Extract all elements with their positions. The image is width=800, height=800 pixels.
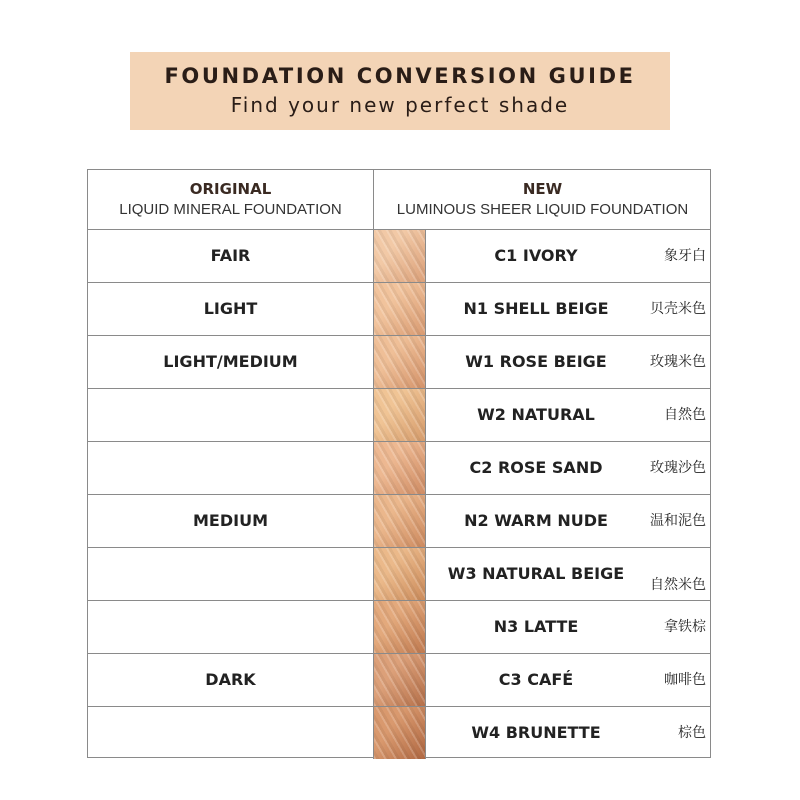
shade-chinese-name: 玫瑰沙色: [650, 460, 706, 476]
shade-rows: [88, 229, 710, 759]
new-shade-name: W3 NATURAL BEIGE: [447, 564, 625, 583]
table-row: [88, 229, 710, 282]
new-column-header: [374, 170, 711, 229]
original-shade-name: LIGHT/MEDIUM: [88, 336, 374, 388]
shade-chinese-name: 自然米色: [650, 577, 706, 593]
table-row: [88, 335, 710, 388]
shade-chinese-name: 象牙白: [664, 248, 706, 264]
new-shade-name: N3 LATTE: [493, 617, 579, 636]
shade-swatch: [374, 336, 426, 388]
original-shade-name: MEDIUM: [88, 495, 374, 547]
original-shade-name: LIGHT: [88, 283, 374, 335]
table-row: [88, 706, 710, 759]
new-shade-name: W4 BRUNETTE: [471, 723, 601, 742]
table-row: [88, 388, 710, 441]
shade-swatch: [374, 548, 426, 600]
original-shade-name: [88, 389, 374, 441]
shade-chinese-name: 拿铁棕: [664, 619, 706, 635]
title-banner: [130, 52, 670, 130]
original-heading: ORIGINAL: [189, 180, 272, 198]
shade-chinese-name: 棕色: [678, 725, 706, 741]
shade-swatch: [374, 707, 426, 759]
table-row: [88, 282, 710, 335]
original-shade-name: [88, 601, 374, 653]
new-product-name: LUMINOUS SHEER LIQUID FOUNDATION: [396, 201, 689, 218]
new-shade-name: C1 IVORY: [494, 246, 578, 265]
conversion-table: [87, 169, 711, 758]
new-shade-name: C2 ROSE SAND: [469, 458, 603, 477]
guide-subtitle: Find your new perfect shade: [230, 93, 570, 117]
original-column-header: [88, 170, 374, 229]
original-shade-name: [88, 548, 374, 600]
new-shade-name: W1 ROSE BEIGE: [465, 352, 607, 371]
new-shade-name: N1 SHELL BEIGE: [463, 299, 609, 318]
new-shade-name: C3 CAFÉ: [498, 670, 574, 689]
table-row: [88, 441, 710, 494]
shade-chinese-name: 咖啡色: [664, 672, 706, 688]
shade-chinese-name: 玫瑰米色: [650, 354, 706, 370]
shade-swatch: [374, 495, 426, 547]
new-shade-name: N2 WARM NUDE: [464, 511, 608, 530]
guide-title: FOUNDATION CONVERSION GUIDE: [164, 64, 636, 88]
original-product-name: LIQUID MINERAL FOUNDATION: [119, 201, 342, 218]
new-shade-name: W2 NATURAL: [477, 405, 595, 424]
original-shade-name: [88, 442, 374, 494]
shade-swatch: [374, 389, 426, 441]
table-row: [88, 547, 710, 600]
original-shade-name: FAIR: [88, 230, 374, 282]
shade-swatch: [374, 283, 426, 335]
new-heading: NEW: [522, 180, 563, 198]
table-row: [88, 653, 710, 706]
original-shade-name: [88, 707, 374, 759]
shade-swatch: [374, 442, 426, 494]
table-row: [88, 600, 710, 653]
shade-swatch: [374, 601, 426, 653]
shade-chinese-name: 自然色: [664, 407, 706, 423]
table-row: [88, 494, 710, 547]
original-shade-name: DARK: [88, 654, 374, 706]
shade-chinese-name: 贝壳米色: [650, 301, 706, 317]
shade-swatch: [374, 230, 426, 282]
shade-swatch: [374, 654, 426, 706]
shade-chinese-name: 温和泥色: [650, 513, 706, 529]
